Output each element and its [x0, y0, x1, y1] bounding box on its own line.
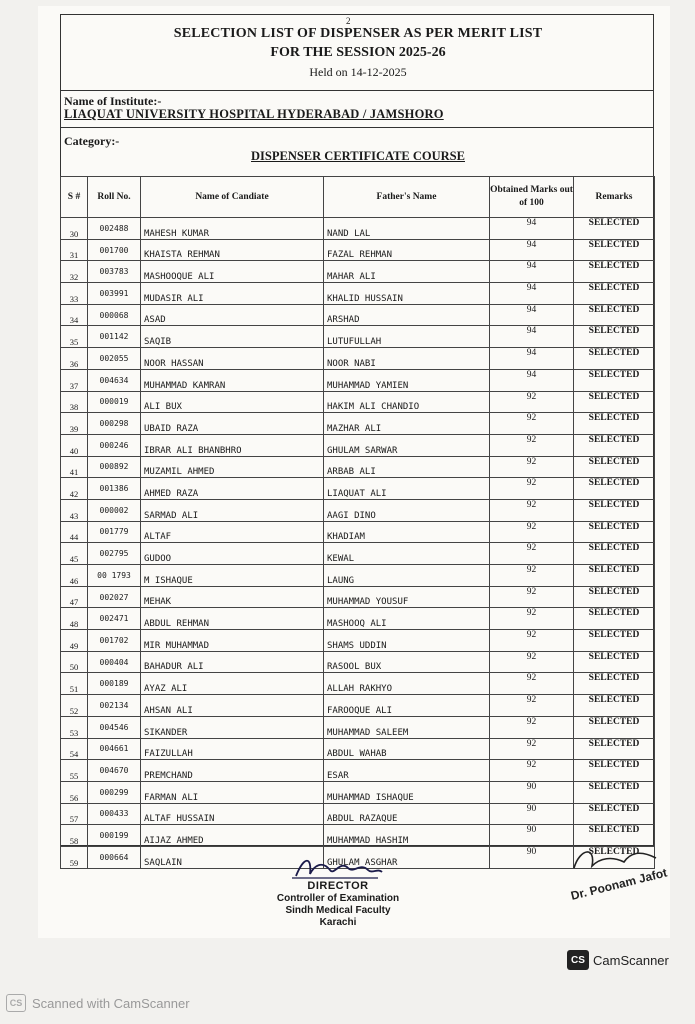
- header-serial: S #: [61, 177, 88, 218]
- table-row: [61, 261, 655, 283]
- candidate-name-cell: NOOR HASSAN: [141, 348, 324, 370]
- director-signature-icon: [282, 852, 392, 882]
- marks-cell: 94: [490, 369, 574, 391]
- serial-cell: 56: [61, 781, 88, 803]
- table-row: [61, 304, 655, 326]
- header-candidate-name: Name of Candiate: [141, 177, 324, 218]
- serial-cell: 58: [61, 825, 88, 847]
- serial-cell: 36: [61, 348, 88, 370]
- stamp-text: Dr. Poonam Jafot: [569, 865, 669, 903]
- serial-cell: 35: [61, 326, 88, 348]
- course-name: DISPENSER CERTIFICATE COURSE: [251, 149, 465, 163]
- serial-cell: 30: [61, 218, 88, 240]
- roll-no-cell: 003991: [88, 283, 141, 305]
- roll-no-cell: 000404: [88, 651, 141, 673]
- serial-cell: 37: [61, 369, 88, 391]
- remarks-cell: SELECTED: [574, 630, 655, 652]
- remarks-cell: SELECTED: [574, 565, 655, 587]
- remarks-cell: SELECTED: [574, 413, 655, 435]
- marks-cell: 92: [490, 738, 574, 760]
- document-title: SELECTION LIST OF DISPENSER AS PER MERIT LIST: [173, 26, 543, 41]
- roll-no-cell: 001702: [88, 630, 141, 652]
- marks-cell: 92: [490, 521, 574, 543]
- remarks-cell: SELECTED: [574, 391, 655, 413]
- table-row: [61, 673, 655, 695]
- remarks-cell: SELECTED: [574, 846, 655, 868]
- table-row: [61, 608, 655, 630]
- remarks-cell: SELECTED: [574, 239, 655, 261]
- remarks-cell: SELECTED: [574, 608, 655, 630]
- serial-cell: 50: [61, 651, 88, 673]
- serial-cell: 39: [61, 413, 88, 435]
- roll-no-cell: 004546: [88, 716, 141, 738]
- remarks-cell: SELECTED: [574, 651, 655, 673]
- father-name-cell: NAND LAL: [324, 218, 490, 240]
- candidate-name-cell: UBAID RAZA: [141, 413, 324, 435]
- marks-cell: 90: [490, 825, 574, 847]
- table-row: [61, 369, 655, 391]
- roll-no-cell: 002027: [88, 586, 141, 608]
- candidate-name-cell: PREMCHAND: [141, 760, 324, 782]
- roll-no-cell: 000068: [88, 304, 141, 326]
- candidate-name-cell: FARMAN ALI: [141, 781, 324, 803]
- table-row: [61, 651, 655, 673]
- marks-cell: 94: [490, 326, 574, 348]
- father-name-cell: KHALID HUSSAIN: [324, 283, 490, 305]
- serial-cell: 53: [61, 716, 88, 738]
- candidate-name-cell: KHAISTA REHMAN: [141, 239, 324, 261]
- table-row: [61, 326, 655, 348]
- camscanner-logo-text: CamScanner: [593, 952, 669, 968]
- father-name-cell: MAZHAR ALI: [324, 413, 490, 435]
- father-name-cell: ARBAB ALI: [324, 456, 490, 478]
- camscanner-logo: [567, 950, 669, 970]
- serial-cell: 34: [61, 304, 88, 326]
- camscanner-icon: CS: [6, 994, 26, 1012]
- camscanner-logo-icon: CS: [567, 950, 589, 970]
- marks-cell: 94: [490, 218, 574, 240]
- remarks-cell: SELECTED: [574, 348, 655, 370]
- father-name-cell: SHAMS UDDIN: [324, 630, 490, 652]
- serial-cell: 59: [61, 846, 88, 868]
- serial-cell: 31: [61, 239, 88, 261]
- marks-cell: 92: [490, 695, 574, 717]
- father-name-cell: MUHAMMAD YAMIEN: [324, 369, 490, 391]
- candidate-name-cell: SARMAD ALI: [141, 499, 324, 521]
- roll-no-cell: 003783: [88, 261, 141, 283]
- table-row: [61, 239, 655, 261]
- category-label: Category:-: [64, 134, 120, 148]
- father-name-cell: MUHAMMAD YOUSUF: [324, 586, 490, 608]
- father-name-cell: KHADIAM: [324, 521, 490, 543]
- table-row: [61, 456, 655, 478]
- roll-no-cell: 001700: [88, 239, 141, 261]
- scan-footer: [6, 994, 190, 1012]
- father-name-cell: ARSHAD: [324, 304, 490, 326]
- table-row: [61, 760, 655, 782]
- serial-cell: 48: [61, 608, 88, 630]
- marks-cell: 92: [490, 673, 574, 695]
- marks-cell: 92: [490, 565, 574, 587]
- father-name-cell: GHULAM ASGHAR: [324, 846, 490, 868]
- father-name-cell: LIAQUAT ALI: [324, 478, 490, 500]
- director-city: Karachi: [319, 917, 357, 928]
- candidate-name-cell: ALTAF HUSSAIN: [141, 803, 324, 825]
- table-row: [61, 283, 655, 305]
- roll-no-cell: 001779: [88, 521, 141, 543]
- father-name-cell: ABDUL RAZAQUE: [324, 803, 490, 825]
- remarks-cell: SELECTED: [574, 803, 655, 825]
- marks-cell: 92: [490, 586, 574, 608]
- remarks-cell: SELECTED: [574, 478, 655, 500]
- director-faculty: Sindh Medical Faculty: [285, 905, 391, 916]
- roll-no-cell: 004670: [88, 760, 141, 782]
- remarks-cell: SELECTED: [574, 673, 655, 695]
- marks-cell: 92: [490, 716, 574, 738]
- roll-no-cell: 001142: [88, 326, 141, 348]
- serial-cell: 33: [61, 283, 88, 305]
- merit-list-table: [60, 176, 655, 869]
- table-row: [61, 413, 655, 435]
- roll-no-cell: 002134: [88, 695, 141, 717]
- roll-no-cell: 000246: [88, 434, 141, 456]
- held-on-date: Held on 14-12-2025: [309, 65, 407, 79]
- table-body: [61, 218, 655, 869]
- scan-footer-text: Scanned with CamScanner: [32, 995, 190, 1011]
- marks-cell: 92: [490, 413, 574, 435]
- header-marks: Obtained Marks out of 100: [490, 177, 574, 218]
- roll-no-cell: 000433: [88, 803, 141, 825]
- marks-cell: 92: [490, 630, 574, 652]
- marks-cell: 92: [490, 434, 574, 456]
- serial-cell: 45: [61, 543, 88, 565]
- remarks-cell: SELECTED: [574, 283, 655, 305]
- roll-no-cell: 000189: [88, 673, 141, 695]
- candidate-name-cell: MUZAMIL AHMED: [141, 456, 324, 478]
- marks-cell: 92: [490, 760, 574, 782]
- roll-no-cell: 002795: [88, 543, 141, 565]
- remarks-cell: SELECTED: [574, 261, 655, 283]
- header-roll-no: Roll No.: [88, 177, 141, 218]
- candidate-name-cell: AYAZ ALI: [141, 673, 324, 695]
- table-row: [61, 391, 655, 413]
- table-row: [61, 478, 655, 500]
- session-title: FOR THE SESSION 2025-26: [270, 45, 446, 60]
- signature-stamp-icon: [566, 838, 676, 918]
- candidate-name-cell: ALI BUX: [141, 391, 324, 413]
- father-name-cell: KEWAL: [324, 543, 490, 565]
- marks-cell: 94: [490, 261, 574, 283]
- table-row: [61, 716, 655, 738]
- table-row: [61, 521, 655, 543]
- candidate-name-cell: MASHOOQUE ALI: [141, 261, 324, 283]
- marks-cell: 92: [490, 499, 574, 521]
- father-name-cell: LAUNG: [324, 565, 490, 587]
- divider: [60, 127, 654, 128]
- remarks-cell: SELECTED: [574, 781, 655, 803]
- remarks-cell: SELECTED: [574, 695, 655, 717]
- remarks-cell: SELECTED: [574, 218, 655, 240]
- serial-cell: 40: [61, 434, 88, 456]
- director-title: DIRECTOR: [307, 880, 369, 892]
- father-name-cell: LUTUFULLAH: [324, 326, 490, 348]
- roll-no-cell: 002471: [88, 608, 141, 630]
- marks-cell: 92: [490, 608, 574, 630]
- serial-cell: 44: [61, 521, 88, 543]
- table-row: [61, 695, 655, 717]
- roll-no-cell: 002488: [88, 218, 141, 240]
- candidate-name-cell: SAQIB: [141, 326, 324, 348]
- marks-cell: 90: [490, 846, 574, 868]
- father-name-cell: MAHAR ALI: [324, 261, 490, 283]
- roll-no-cell: 000199: [88, 825, 141, 847]
- marks-cell: 94: [490, 348, 574, 370]
- father-name-cell: MUHAMMAD ISHAQUE: [324, 781, 490, 803]
- candidate-name-cell: BAHADUR ALI: [141, 651, 324, 673]
- serial-cell: 47: [61, 586, 88, 608]
- remarks-cell: SELECTED: [574, 434, 655, 456]
- remarks-cell: SELECTED: [574, 825, 655, 847]
- header-remarks: Remarks: [574, 177, 655, 218]
- director-office: Controller of Examination: [276, 893, 400, 904]
- candidate-name-cell: IBRAR ALI BHANBHRO: [141, 434, 324, 456]
- marks-cell: 94: [490, 239, 574, 261]
- marks-cell: 90: [490, 803, 574, 825]
- candidate-name-cell: GUDOO: [141, 543, 324, 565]
- table-row: [61, 630, 655, 652]
- father-name-cell: ALLAH RAKHYO: [324, 673, 490, 695]
- institute-label: Name of Institute:-: [64, 94, 162, 108]
- father-name-cell: FAROOQUE ALI: [324, 695, 490, 717]
- table-row: [61, 218, 655, 240]
- marks-cell: 92: [490, 543, 574, 565]
- remarks-cell: SELECTED: [574, 369, 655, 391]
- marks-cell: 92: [490, 391, 574, 413]
- father-name-cell: HAKIM ALI CHANDIO: [324, 391, 490, 413]
- father-name-cell: ESAR: [324, 760, 490, 782]
- table-row: [61, 803, 655, 825]
- candidate-name-cell: SAQLAIN: [141, 846, 324, 868]
- page-number: 2: [346, 16, 351, 26]
- institute-name: LIAQUAT UNIVERSITY HOSPITAL HYDERABAD / JAMSHORO: [64, 107, 444, 121]
- candidate-name-cell: MUHAMMAD KAMRAN: [141, 369, 324, 391]
- father-name-cell: MUHAMMAD SALEEM: [324, 716, 490, 738]
- serial-cell: 32: [61, 261, 88, 283]
- candidate-name-cell: MUDASIR ALI: [141, 283, 324, 305]
- serial-cell: 41: [61, 456, 88, 478]
- father-name-cell: MUHAMMAD HASHIM: [324, 825, 490, 847]
- table-row: [61, 434, 655, 456]
- table-row: [61, 348, 655, 370]
- father-name-cell: FAZAL REHMAN: [324, 239, 490, 261]
- serial-cell: 42: [61, 478, 88, 500]
- marks-cell: 92: [490, 651, 574, 673]
- serial-cell: 57: [61, 803, 88, 825]
- remarks-cell: SELECTED: [574, 586, 655, 608]
- table-row: [61, 565, 655, 587]
- father-name-cell: RASOOL BUX: [324, 651, 490, 673]
- remarks-cell: SELECTED: [574, 760, 655, 782]
- marks-cell: 94: [490, 283, 574, 305]
- roll-no-cell: 000002: [88, 499, 141, 521]
- divider: [60, 90, 654, 91]
- candidate-name-cell: ALTAF: [141, 521, 324, 543]
- candidate-name-cell: FAIZULLAH: [141, 738, 324, 760]
- roll-no-cell: 000299: [88, 781, 141, 803]
- serial-cell: 43: [61, 499, 88, 521]
- candidate-name-cell: AHSAN ALI: [141, 695, 324, 717]
- remarks-cell: SELECTED: [574, 716, 655, 738]
- father-name-cell: GHULAM SARWAR: [324, 434, 490, 456]
- candidate-name-cell: MEHAK: [141, 586, 324, 608]
- table-row: [61, 499, 655, 521]
- roll-no-cell: 001386: [88, 478, 141, 500]
- candidate-name-cell: AIJAZ AHMED: [141, 825, 324, 847]
- table-row: [61, 586, 655, 608]
- roll-no-cell: 000892: [88, 456, 141, 478]
- serial-cell: 38: [61, 391, 88, 413]
- serial-cell: 54: [61, 738, 88, 760]
- table-header-row: [61, 177, 655, 218]
- table-row: [61, 781, 655, 803]
- remarks-cell: SELECTED: [574, 521, 655, 543]
- roll-no-cell: 002055: [88, 348, 141, 370]
- remarks-cell: SELECTED: [574, 738, 655, 760]
- serial-cell: 51: [61, 673, 88, 695]
- remarks-cell: SELECTED: [574, 456, 655, 478]
- marks-cell: 94: [490, 304, 574, 326]
- marks-cell: 92: [490, 478, 574, 500]
- candidate-name-cell: AHMED RAZA: [141, 478, 324, 500]
- candidate-name-cell: ABDUL REHMAN: [141, 608, 324, 630]
- roll-no-cell: 004661: [88, 738, 141, 760]
- remarks-cell: SELECTED: [574, 326, 655, 348]
- roll-no-cell: 004634: [88, 369, 141, 391]
- candidate-name-cell: SIKANDER: [141, 716, 324, 738]
- serial-cell: 46: [61, 565, 88, 587]
- remarks-cell: SELECTED: [574, 499, 655, 521]
- father-name-cell: MASHOOQ ALI: [324, 608, 490, 630]
- serial-cell: 49: [61, 630, 88, 652]
- marks-cell: 92: [490, 456, 574, 478]
- roll-no-cell: 000019: [88, 391, 141, 413]
- header-father-name: Father's Name: [324, 177, 490, 218]
- serial-cell: 52: [61, 695, 88, 717]
- marks-cell: 90: [490, 781, 574, 803]
- serial-cell: 55: [61, 760, 88, 782]
- candidate-name-cell: M ISHAQUE: [141, 565, 324, 587]
- table-row: [61, 543, 655, 565]
- table-row: [61, 738, 655, 760]
- roll-no-cell: 00 1793: [88, 565, 141, 587]
- remarks-cell: SELECTED: [574, 304, 655, 326]
- roll-no-cell: 000664: [88, 846, 141, 868]
- roll-no-cell: 000298: [88, 413, 141, 435]
- father-name-cell: ABDUL WAHAB: [324, 738, 490, 760]
- father-name-cell: NOOR NABI: [324, 348, 490, 370]
- candidate-name-cell: MIR MUHAMMAD: [141, 630, 324, 652]
- candidate-name-cell: MAHESH KUMAR: [141, 218, 324, 240]
- remarks-cell: SELECTED: [574, 543, 655, 565]
- candidate-name-cell: ASAD: [141, 304, 324, 326]
- father-name-cell: AAGI DINO: [324, 499, 490, 521]
